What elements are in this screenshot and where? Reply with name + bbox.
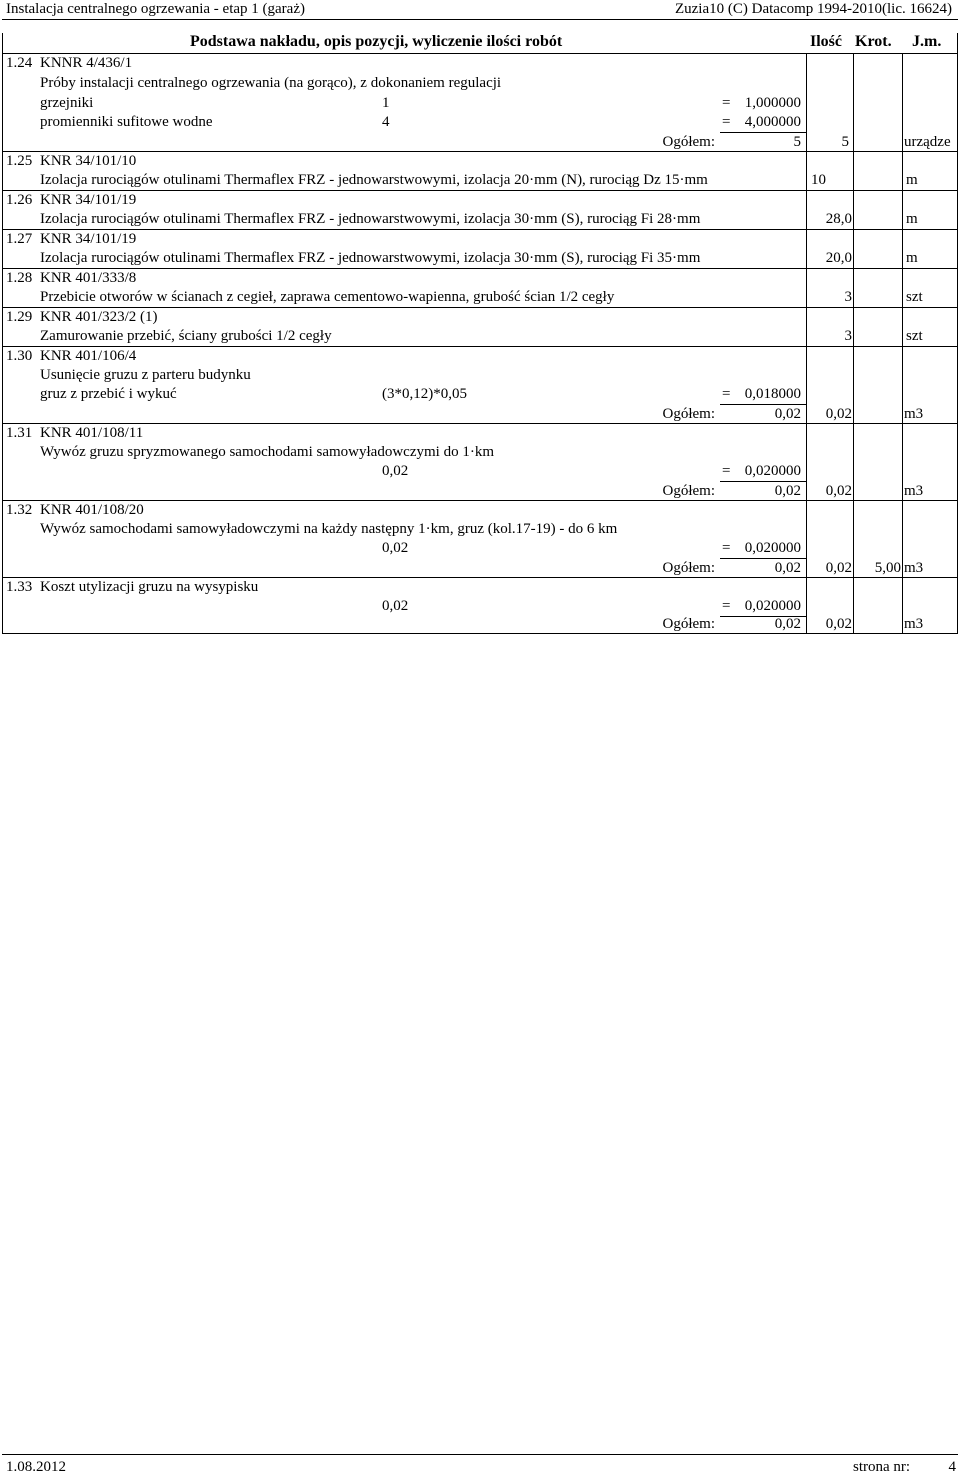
item-unit: m3	[904, 616, 924, 632]
item-number: 1.24	[6, 55, 33, 71]
calc-expression: 0,02	[382, 598, 409, 614]
item-unit: urządze	[904, 134, 951, 150]
calc-equals: =	[722, 540, 731, 556]
item-unit: szt	[906, 328, 923, 344]
table-bottom-rule	[2, 633, 958, 634]
calc-value: 0,020000	[744, 463, 801, 479]
row-separator	[2, 151, 958, 152]
total-value: 0,02	[774, 560, 801, 576]
item-qty: 20,0	[825, 250, 852, 266]
item-unit: m3	[904, 406, 924, 422]
item-description: Zamurowanie przebić, ściany grubości 1/2 cegły	[40, 328, 332, 344]
header-rule	[2, 19, 958, 20]
item-number: 1.32	[6, 502, 33, 518]
total-label: Ogółem:	[662, 560, 715, 576]
calc-expression: 4	[382, 114, 390, 130]
item-description: Próby instalacji centralnego ogrzewania (na gorąco), z dokonaniem regulacji	[40, 75, 502, 91]
header-qty: Ilość	[810, 33, 842, 50]
table-right-border	[957, 33, 958, 633]
table-header-rule	[2, 53, 958, 54]
item-code: KNR 34/101/19	[40, 231, 137, 247]
item-code: KNNR 4/436/1	[40, 55, 133, 71]
software-license: Zuzia10 (C) Datacomp 1994-2010(lic. 16624)	[674, 1, 952, 17]
calc-equals: =	[722, 114, 731, 130]
item-code: KNR 34/101/19	[40, 192, 137, 208]
total-value: 0,02	[774, 616, 801, 632]
col-sep-qty	[806, 53, 807, 633]
item-qty: 3	[844, 328, 852, 344]
item-description: Izolacja rurociągów otulinami Thermaflex FRZ - jednowarstwowymi, izolacja 20·mm (N), rurociąg Dz 15·mm	[40, 172, 708, 188]
item-number: 1.26	[6, 192, 33, 208]
calc-equals: =	[722, 598, 731, 614]
calc-label: gruz z przebić i wykuć	[40, 386, 177, 402]
calc-equals: =	[722, 463, 731, 479]
calc-value: 4,000000	[744, 114, 801, 130]
item-number: 1.25	[6, 153, 33, 169]
calc-value: 0,020000	[744, 598, 801, 614]
footer-page-label: strona nr:	[853, 1459, 911, 1475]
calc-value: 0,020000	[744, 540, 801, 556]
header-krot: Krot.	[855, 33, 892, 50]
document-title: Instalacja centralnego ogrzewania - etap 1 (garaż)	[6, 1, 305, 17]
item-unit: m3	[904, 483, 924, 499]
item-number: 1.27	[6, 231, 33, 247]
item-description: Przebicie otworów w ścianach z cegieł, zaprawa cementowo-wapienna, grubość ścian 1/2 cegły	[40, 289, 615, 305]
item-code: KNR 401/333/8	[40, 270, 137, 286]
item-description: Izolacja rurociągów otulinami Thermaflex FRZ - jednowarstwowymi, izolacja 30·mm (S), rurociąg Fi 35·mm	[40, 250, 701, 266]
item-code: KNR 401/323/2 (1)	[40, 309, 158, 325]
total-value: 0,02	[774, 483, 801, 499]
item-number: 1.33	[6, 579, 33, 595]
calc-value: 0,018000	[744, 386, 801, 402]
item-unit: m	[906, 250, 918, 266]
item-code: Koszt utylizacji gruzu na wysypisku	[40, 579, 259, 595]
item-qty: 10	[811, 172, 826, 188]
calc-label: grzejniki	[40, 95, 94, 111]
calc-value: 1,000000	[744, 95, 801, 111]
row-separator	[2, 229, 958, 230]
total-label: Ogółem:	[662, 406, 715, 422]
item-number: 1.30	[6, 348, 33, 364]
calc-expression: 0,02	[382, 540, 409, 556]
item-code: KNR 401/106/4	[40, 348, 137, 364]
header-description: Podstawa nakładu, opis pozycji, wyliczenie ilości robót	[190, 33, 563, 50]
row-separator	[2, 268, 958, 269]
calc-expression: 0,02	[382, 463, 409, 479]
col-sep-krot	[853, 53, 854, 633]
calc-label: promienniki sufitowe wodne	[40, 114, 213, 130]
item-krot: 5,00	[874, 560, 901, 576]
item-qty: 28,0	[825, 211, 852, 227]
item-unit: m	[906, 172, 918, 188]
item-unit: m3	[904, 560, 924, 576]
header-unit: J.m.	[912, 33, 942, 50]
item-code: KNR 34/101/10	[40, 153, 137, 169]
item-unit: szt	[906, 289, 923, 305]
item-qty: 5	[841, 134, 849, 150]
row-separator	[2, 500, 958, 501]
calc-expression: (3*0,12)*0,05	[382, 386, 467, 402]
item-description: Wywóz samochodami samowyładowczymi na każdy następny 1·km, gruz (kol.17-19) - do 6 km	[40, 521, 618, 537]
footer-rule	[2, 1454, 958, 1455]
total-label: Ogółem:	[662, 483, 715, 499]
item-code: KNR 401/108/20	[40, 502, 144, 518]
item-qty: 0,02	[825, 483, 852, 499]
total-label: Ogółem:	[662, 616, 715, 632]
calc-expression: 1	[382, 95, 390, 111]
item-number: 1.28	[6, 270, 33, 286]
total-value: 0,02	[774, 406, 801, 422]
item-number: 1.29	[6, 309, 33, 325]
item-unit: m	[906, 211, 918, 227]
item-code: KNR 401/108/11	[40, 425, 144, 441]
item-number: 1.31	[6, 425, 33, 441]
item-description: Wywóz gruzu spryzmowanego samochodami samowyładowczymi do 1·km	[40, 444, 494, 460]
table-left-border	[2, 33, 3, 633]
calc-equals: =	[722, 95, 731, 111]
total-value: 5	[793, 134, 801, 150]
row-separator	[2, 423, 958, 424]
item-description: Izolacja rurociągów otulinami Thermaflex FRZ - jednowarstwowymi, izolacja 30·mm (S), rurociąg Fi 28·mm	[40, 211, 701, 227]
total-label: Ogółem:	[662, 134, 715, 150]
item-qty: 0,02	[825, 406, 852, 422]
calc-equals: =	[722, 386, 731, 402]
item-qty: 3	[844, 289, 852, 305]
row-separator	[2, 346, 958, 347]
footer-page-number: 4	[948, 1459, 956, 1475]
item-qty: 0,02	[825, 560, 852, 576]
footer-date: 1.08.2012	[6, 1459, 66, 1475]
row-separator	[2, 190, 958, 191]
col-sep-unit	[902, 53, 903, 633]
item-qty: 0,02	[825, 616, 852, 632]
item-description: Usunięcie gruzu z parteru budynku	[40, 367, 251, 383]
